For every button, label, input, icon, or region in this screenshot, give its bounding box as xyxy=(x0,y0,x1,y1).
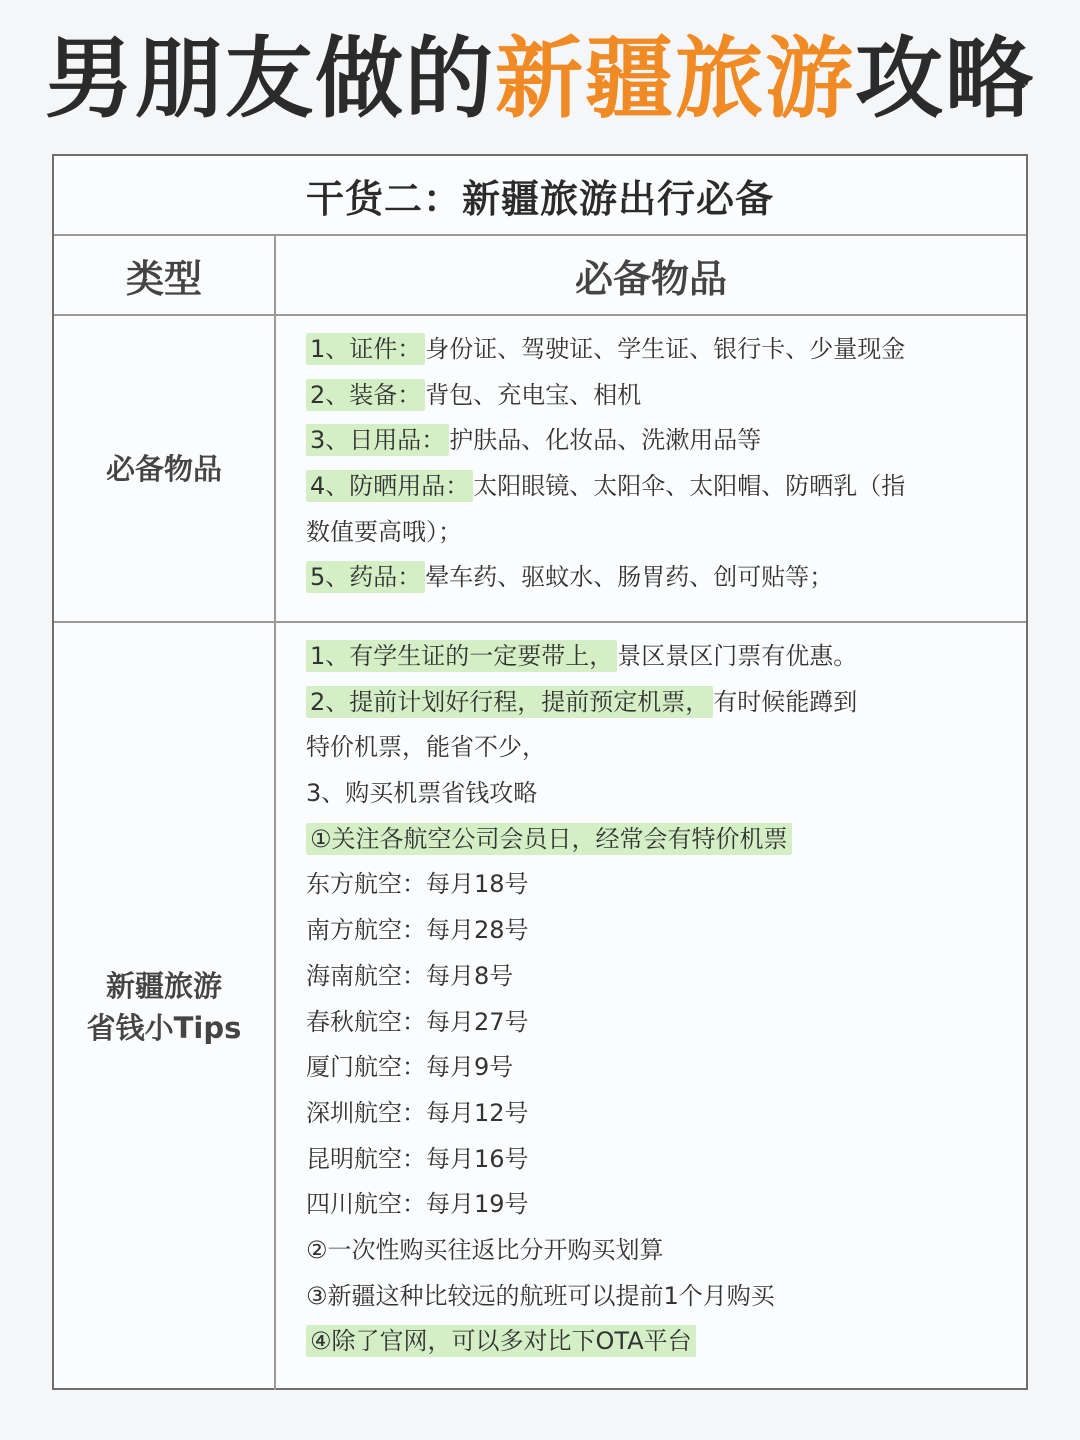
item-tag: 3、日用品： xyxy=(306,424,449,456)
table-row-tips xyxy=(54,623,1026,1390)
item-tag: 2、装备： xyxy=(306,379,425,411)
list-item-continuation xyxy=(306,517,1026,547)
table-row-essentials xyxy=(54,316,1026,623)
airline-item: 厦门航空：每月9号 xyxy=(306,1053,514,1082)
item-text: 景区景区门票有优惠。 xyxy=(617,642,858,670)
airline-item: 海南航空：每月8号 xyxy=(306,961,514,990)
airline-item: 南方航空：每月28号 xyxy=(306,916,529,945)
list-item xyxy=(306,778,1026,808)
essentials-content xyxy=(276,316,1026,621)
column-header-items-cell xyxy=(276,236,1026,314)
title-part1: 男朋友做的 xyxy=(44,27,495,130)
item-text: 3、购买机票省钱攻略 xyxy=(306,779,538,808)
row-label-tips-line1: 新疆旅游 xyxy=(105,968,222,1003)
item-tag: 1、证件： xyxy=(306,333,425,365)
item-tag: ④除了官网，可以多对比下OTA平台 xyxy=(306,1325,696,1357)
item-text: 特价机票，能省不少， xyxy=(306,733,546,762)
column-header-row xyxy=(54,236,1026,316)
list-item xyxy=(306,471,1026,501)
airline-item: 春秋航空：每月27号 xyxy=(306,1007,529,1036)
item-tag: 1、有学生证的一定要带上， xyxy=(306,640,617,672)
column-header-type: 类型 xyxy=(125,256,202,301)
item-text: ②一次性购买往返比分开购买划算 xyxy=(306,1235,664,1264)
row-label-essentials: 必备物品 xyxy=(105,451,222,486)
list-item xyxy=(306,562,1026,592)
item-tag: 4、防晒用品： xyxy=(306,470,473,502)
checklist-table xyxy=(52,154,1028,1390)
item-text: 有时候能蹲到 xyxy=(713,687,858,716)
airline-item: 深圳航空：每月12号 xyxy=(306,1098,529,1127)
column-header-type-cell xyxy=(54,236,276,314)
list-item-continuation xyxy=(306,732,1026,762)
list-item xyxy=(306,1326,1026,1356)
title-part2: 攻略 xyxy=(855,27,1036,130)
airline-item: 东方航空：每月18号 xyxy=(306,870,529,899)
row-label-cell xyxy=(54,623,276,1390)
item-text: 身份证、驾驶证、学生证、银行卡、少量现金 xyxy=(425,335,906,363)
airline-item: 四川航空：每月19号 xyxy=(306,1190,529,1219)
list-item xyxy=(306,687,1026,717)
list-item xyxy=(306,1281,1026,1311)
list-item xyxy=(306,1235,1026,1265)
page-title xyxy=(0,24,1080,134)
list-item xyxy=(306,824,1026,854)
list-item xyxy=(306,641,1026,671)
item-tag: ①关注各航空公司会员日，经常会有特价机票 xyxy=(306,823,792,855)
item-text: 护肤品、化妆品、洗漱用品等 xyxy=(449,426,762,455)
tips-content xyxy=(276,623,1026,1390)
airline-item: 昆明航空：每月16号 xyxy=(306,1144,529,1173)
row-label-tips xyxy=(87,965,242,1049)
table-heading-row xyxy=(54,156,1026,236)
row-label-cell xyxy=(54,316,276,621)
item-tag: 2、提前计划好行程，提前预定机票， xyxy=(306,686,713,718)
item-text: ③新疆这种比较远的航班可以提前1个月购买 xyxy=(306,1281,775,1310)
item-tag: 5、药品： xyxy=(306,561,425,593)
row-label-tips-line2: 省钱小Tips xyxy=(86,1010,242,1045)
list-item xyxy=(306,380,1026,410)
list-item xyxy=(306,425,1026,455)
table-heading: 干货二：新疆旅游出行必备 xyxy=(305,176,774,221)
item-text: 数值要高哦）； xyxy=(306,517,462,546)
item-text: 太阳眼镜、太阳伞、太阳帽、防晒乳（指 xyxy=(473,472,906,501)
column-header-items: 必备物品 xyxy=(574,256,727,301)
title-highlight: 新疆旅游 xyxy=(494,27,855,130)
item-text: 背包、充电宝、相机 xyxy=(425,380,642,409)
item-text: 晕车药、驱蚊水、肠胃药、创可贴等； xyxy=(425,563,834,592)
list-item xyxy=(306,334,1026,364)
